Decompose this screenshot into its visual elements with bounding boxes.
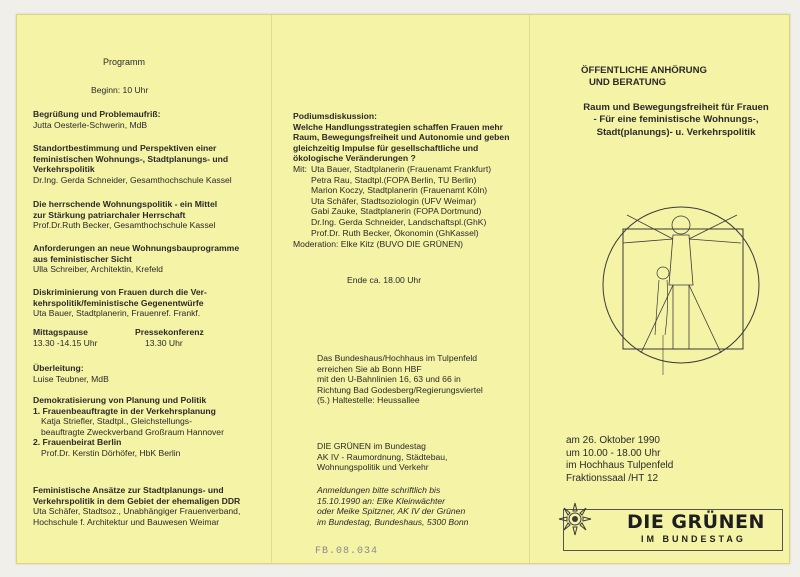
podium-line: Podiumsdiskussion: <box>293 111 378 121</box>
archive-stamp: FB.08.034 <box>315 546 379 557</box>
panel-programm <box>17 15 271 563</box>
item-body: Prof.Dr.Ruth Becker, Gesamthochschule Kassel <box>33 220 216 231</box>
sunflower-icon <box>557 501 593 537</box>
begin-time: Beginn: 10 Uhr <box>91 85 149 95</box>
item-head: aus feministischer Sicht <box>33 253 132 264</box>
demokratisierung-section <box>33 395 224 459</box>
panel-podium <box>273 15 529 563</box>
organizer-line: AK IV - Raumordnung, Städtebau, <box>317 451 448 462</box>
fold-line <box>271 15 272 563</box>
organizer <box>317 441 447 473</box>
mittagspause-label: Mittagspause <box>33 327 88 337</box>
event-date: am 26. Oktober 1990 <box>566 435 660 446</box>
pressekonferenz-label: Pressekonferenz <box>135 327 204 337</box>
pressekonferenz-time: 13.30 Uhr <box>145 338 183 348</box>
section-line: 1. Frauenbeauftragte in der Verkehrsplanung <box>33 405 216 416</box>
item-body: Uta Bauer, Stadtplanerin, Frauenref. Frankf. <box>33 308 201 319</box>
moderation: Moderation: Elke Kitz (BUVO DIE GRÜNEN) <box>293 239 464 249</box>
flyer-sheet <box>16 14 790 564</box>
event-room: Fraktionssaal /HT 12 <box>566 472 659 484</box>
gruene-logo <box>557 501 775 549</box>
program-item <box>33 287 207 319</box>
program-item <box>33 143 232 185</box>
directions <box>317 353 483 406</box>
program-item <box>33 243 239 275</box>
item-head: Diskriminierung von Frauen durch die Ver- <box>33 287 207 297</box>
section-line: Hochschule f. Architektur und Bauwesen Weimar <box>33 516 220 527</box>
item-body: Ulla Schreiber, Architektin, Krefeld <box>33 264 163 275</box>
programm-title: Programm <box>103 57 146 67</box>
panel-cover <box>531 15 789 563</box>
registration-line: 15.10.1990 an: Elke Kleinwächter <box>317 495 446 506</box>
item-body: Dr.Ing. Gerda Schneider, Gesamthochschule Kassel <box>33 174 232 185</box>
cover-header <box>581 65 707 90</box>
directions-line: (5.) Haltestelle: Heussallee <box>317 395 420 406</box>
organizer-line: DIE GRÜNEN im Bundestag <box>317 441 426 451</box>
registration-note <box>317 485 468 527</box>
section-line: Prof.Dr. Kerstin Dörhöfer, HbK Berlin <box>41 447 181 458</box>
podium-line: Raum, Bewegungsfreiheit und Autonomie und geben <box>293 132 510 143</box>
participant: Dr.Ing. Gerda Schneider, Landschaftspl.(GhK) <box>311 216 487 227</box>
logo-main-text: DIE GRÜNEN <box>627 511 765 533</box>
program-item <box>33 109 160 130</box>
item-head: feministischen Wohnungs-, Stadtplanungs- und <box>33 153 229 164</box>
item-head: Anforderungen an neue Wohnungsbauprogramme <box>33 243 240 253</box>
section-head: Feministische Ansätze zur Stadtplanungs- und <box>33 485 224 495</box>
item-head: Standortbestimmung und Perspektiven einer <box>33 143 217 153</box>
participant: Petra Rau, Stadtpl.(FOPA Berlin, TU Berlin) <box>311 174 477 185</box>
directions-line: Das Bundeshaus/Hochhaus im Tulpenfeld <box>317 353 478 363</box>
subtitle-line: - Für eine feministische Wohnungs-, <box>593 114 759 126</box>
section-head: Verkehrspolitik in dem Gebiet der ehemaligen DDR <box>33 495 241 506</box>
item-head: zur Stärkung patriarchaler Herrschaft <box>33 209 186 220</box>
section-line: Uta Schäfer, Stadtsoz., Unabhängiger Frauenverband, <box>33 506 241 517</box>
podium-heading <box>293 111 509 164</box>
podium-line: ökologische Veränderungen ? <box>293 153 416 164</box>
header-line: ÖFFENTLICHE ANHÖRUNG <box>581 65 707 76</box>
item-head: Die herrschende Wohnungspolitik - ein Mittel <box>33 199 218 209</box>
subtitle-line: Raum und Bewegungsfreiheit für Frauen <box>583 102 769 113</box>
directions-line: erreichen Sie ab Bonn HBF <box>317 363 422 374</box>
item-head: Begrüßung und Problemaufriß: <box>33 109 161 119</box>
logo-sub-text: IM BUNDESTAG <box>641 534 746 544</box>
fold-line <box>529 15 530 563</box>
feministische-ansaetze-section <box>33 485 240 527</box>
mittagspause-time: 13.30 -14.15 Uhr <box>33 338 98 348</box>
participant-list <box>311 164 491 238</box>
podium-line: Welche Handlungsstrategien schaffen Frauen mehr <box>293 121 503 132</box>
item-head: Verkehrspolitik <box>33 164 95 175</box>
header-line: UND BERATUNG <box>589 77 667 89</box>
mit-label: Mit: <box>293 164 307 174</box>
ueberleitung-label: Überleitung: <box>33 363 84 373</box>
registration-line: im Bundestag, Bundeshaus, 5300 Bonn <box>317 516 469 527</box>
section-line: beauftragte Zweckverband Großraum Hannover <box>41 426 224 437</box>
event-time: um 10.00 - 18.00 Uhr <box>566 447 661 459</box>
registration-line: Anmeldungen bitte schriftlich bis <box>317 485 441 495</box>
participant: Gabi Zauke, Stadtplanerin (FOPA Dortmund) <box>311 206 482 217</box>
participant: Marion Koczy, Stadtplanerin (Frauenamt Köln) <box>311 185 488 196</box>
event-details <box>566 435 673 485</box>
participant: Uta Bauer, Stadtplanerin (Frauenamt Frankfurt) <box>311 164 492 174</box>
section-line: 2. Frauenbeirat Berlin <box>33 437 122 448</box>
item-head: kehrspolitik/feministische Gegenentwürfe <box>33 297 204 308</box>
directions-line: Richtung Bad Godesberg/Regierungsviertel <box>317 384 483 395</box>
item-body: Jutta Oesterle-Schwerin, MdB <box>33 119 148 130</box>
participant: Prof.Dr. Ruth Becker, Ökonomin (GhKassel) <box>311 227 479 238</box>
ueberleitung-name: Luise Teubner, MdB <box>33 374 109 384</box>
participant: Uta Schäfer, Stadtsoziologin (UFV Weimar) <box>311 195 477 206</box>
vitruvian-figure-illustration <box>601 185 761 391</box>
organizer-line: Wohnungspolitik und Verkehr <box>317 462 429 473</box>
registration-line: oder Meike Spitzner, AK IV der Grünen <box>317 506 466 517</box>
cover-subtitle <box>561 102 789 139</box>
podium-line: gleichzeitig Impulse für gesellschaftliche und <box>293 142 479 153</box>
event-venue: im Hochhaus Tulpenfeld <box>566 460 674 472</box>
directions-line: mit den U-Bahnlinien 16, 63 und 66 in <box>317 374 461 385</box>
section-line: Katja Striefler, Stadtpl., Gleichstellungs- <box>41 416 192 427</box>
end-time: Ende ca. 18.00 Uhr <box>347 275 422 285</box>
section-head: Demokratisierung von Planung und Politik <box>33 395 207 405</box>
program-item <box>33 199 217 231</box>
subtitle-line: Stadt(planungs)- u. Verkehrspolitik <box>596 126 756 138</box>
